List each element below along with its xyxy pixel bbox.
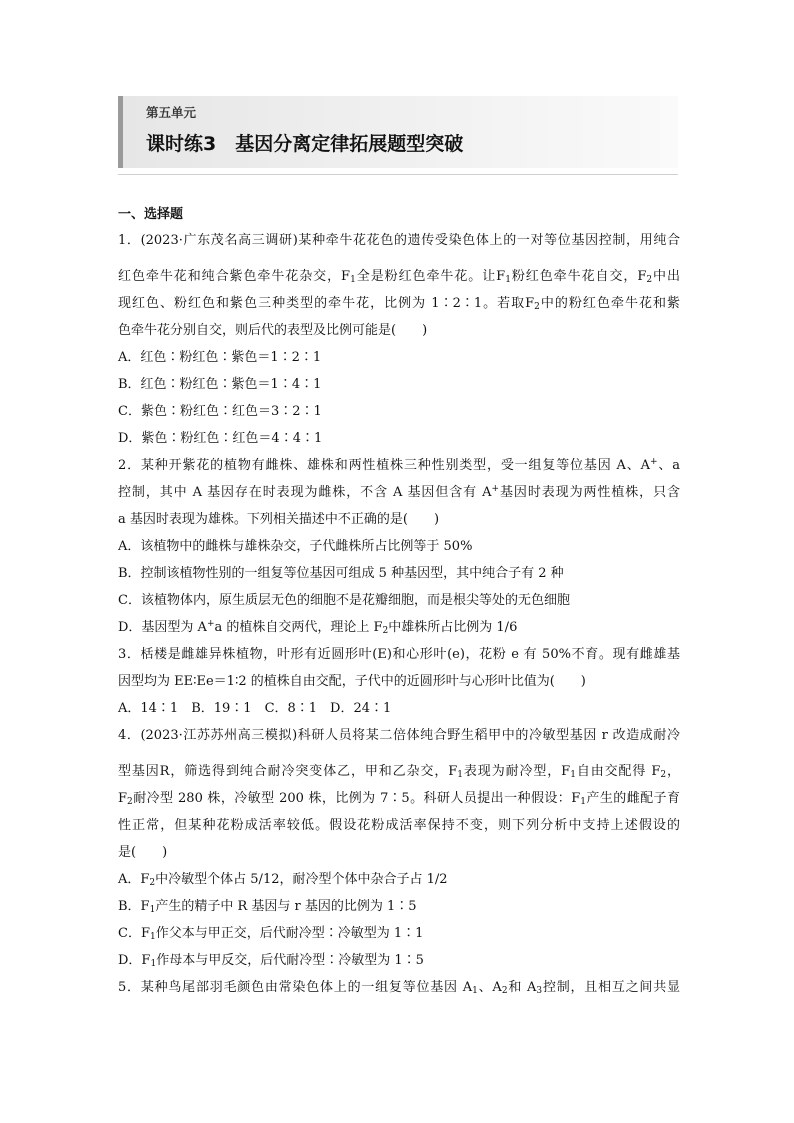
text-line-q3-opts: A．14∶1 B．19∶1 C．8∶1 D．24∶1 bbox=[118, 701, 392, 716]
unit-label: 第五单元 bbox=[146, 105, 197, 120]
text-line-q1-d: D．紫色∶粉红色∶红色＝4∶4∶1 bbox=[118, 431, 323, 446]
text-line-q2-c: C．该植物体内，原生质层无色的细胞不是花瓣细胞，而是根尖等处的无色细胞 bbox=[118, 593, 570, 608]
text-line-q1-c: C．紫色∶粉红色∶红色＝3∶2∶1 bbox=[118, 404, 322, 419]
unit-header-banner bbox=[118, 96, 678, 168]
text-line-q4-l1: 4．(2023·江苏苏州高三模拟)科研人员将某二倍体纯合野生稻甲中的冷敏型基因 r 改造成耐冷 bbox=[118, 728, 680, 743]
text-line-q3-l2: 因型均为 EE∶Ee＝1∶2 的植株自由交配，子代中的近圆形叶与心形叶比值为( ) bbox=[118, 674, 586, 689]
section-title: 一、选择题 bbox=[118, 207, 184, 222]
text-line-q3-l1: 3．栝楼是雌雄异株植物，叶形有近圆形叶(E)和心形叶(e)，花粉 e 有 50%不育。现有雌雄基 bbox=[118, 647, 680, 662]
banner-accent-bar bbox=[118, 96, 123, 168]
text-line-q4-l4: 性正常，但某种花粉成活率较低。假设花粉成活率保持不变，则下列分析中支持上述假设的 bbox=[118, 818, 680, 833]
text-line-q4-c: C．$F_1$作父本与甲正交，后代耐冷型∶冷敏型为 1∶1 bbox=[118, 926, 424, 942]
text-line-q2-l1: 2．某种开紫花的植物有雌株、雄株和两性植株三种性别类型，受一组复等位基因 A、A+、a bbox=[118, 457, 680, 473]
text-line-q2-b: B．控制该植物性别的一组复等位基因可组成 5 种基因型，其中纯合子有 2 种 bbox=[118, 566, 564, 581]
text-line-q1-l1: 1．(2023·广东茂名高三调研)某种牵牛花花色的遗传受染色体上的一对等位基因控制，用纯合 bbox=[118, 233, 680, 248]
text-line-q2-d: D．基因型为 A+a 的植株自交两代，理论上 $F_2$中雄株所占比例为 1/6 bbox=[118, 619, 518, 636]
text-line-q2-l2: 控制，其中 A 基因存在时表现为雌株，不含 A 基因但含有 A+基因时表现为两性植株，只含 bbox=[118, 484, 680, 500]
text-line-q1-a: A．红色∶粉红色∶紫色＝1∶2∶1 bbox=[118, 350, 322, 365]
text-line-q1-l2: 红色牵牛花和纯合紫色牵牛花杂交，$F_1$全是粉红色牵牛花。让$F_1$粉红色牵牛花自交，$F_2$中出 bbox=[118, 269, 680, 285]
text-line-q4-d: D．$F_1$作母本与甲反交，后代耐冷型∶冷敏型为 1∶5 bbox=[118, 953, 424, 969]
text-line-q2-l3: a 基因时表现为雄株。下列相关描述中不正确的是( ) bbox=[118, 512, 440, 527]
text-line-q1-l4: 色牵牛花分别自交，则后代的表型及比例可能是( ) bbox=[118, 323, 428, 338]
text-line-q4-l3: $F_2$耐冷型 280 株，冷敏型 200 株，比例为 7∶5。科研人员提出一种假设：$F_1$产生的雌配子育 bbox=[118, 791, 680, 807]
text-line-q4-b: B．$F_1$产生的精子中 R 基因与 r 基因的比例为 1∶5 bbox=[118, 899, 417, 915]
text-line-q1-b: B．红色∶粉红色∶紫色＝1∶4∶1 bbox=[118, 377, 322, 392]
text-line-q5-l1: 5．某种鸟尾部羽毛颜色由常染色体上的一组复等位基因 $A_1$、$A_2$和 $A_3$控制，且相互之间共显 bbox=[118, 980, 680, 996]
text-line-q4-a: A．$F_2$中冷敏型个体占 5/12，耐冷型个体中杂合子占 1/2 bbox=[118, 872, 448, 888]
header-divider bbox=[118, 174, 678, 175]
text-line-q4-l5: 是( ) bbox=[118, 845, 168, 860]
text-line-q1-l3: 现红色、粉红色和紫色三种类型的牵牛花，比例为 1∶2∶1。若取$F_2$中的粉红色牵牛花和紫 bbox=[118, 296, 680, 312]
text-line-q2-a: A．该植物中的雌株与雄株杂交，子代雌株所占比例等于 50% bbox=[118, 539, 473, 554]
lesson-title: 课时练3 基因分离定律拓展题型突破 bbox=[146, 133, 464, 155]
text-line-q4-l2: 型基因R，筛选得到纯合耐冷突变体乙，甲和乙杂交，$F_1$表现为耐冷型，$F_1$自由交配得 $F_2$， bbox=[118, 764, 680, 780]
